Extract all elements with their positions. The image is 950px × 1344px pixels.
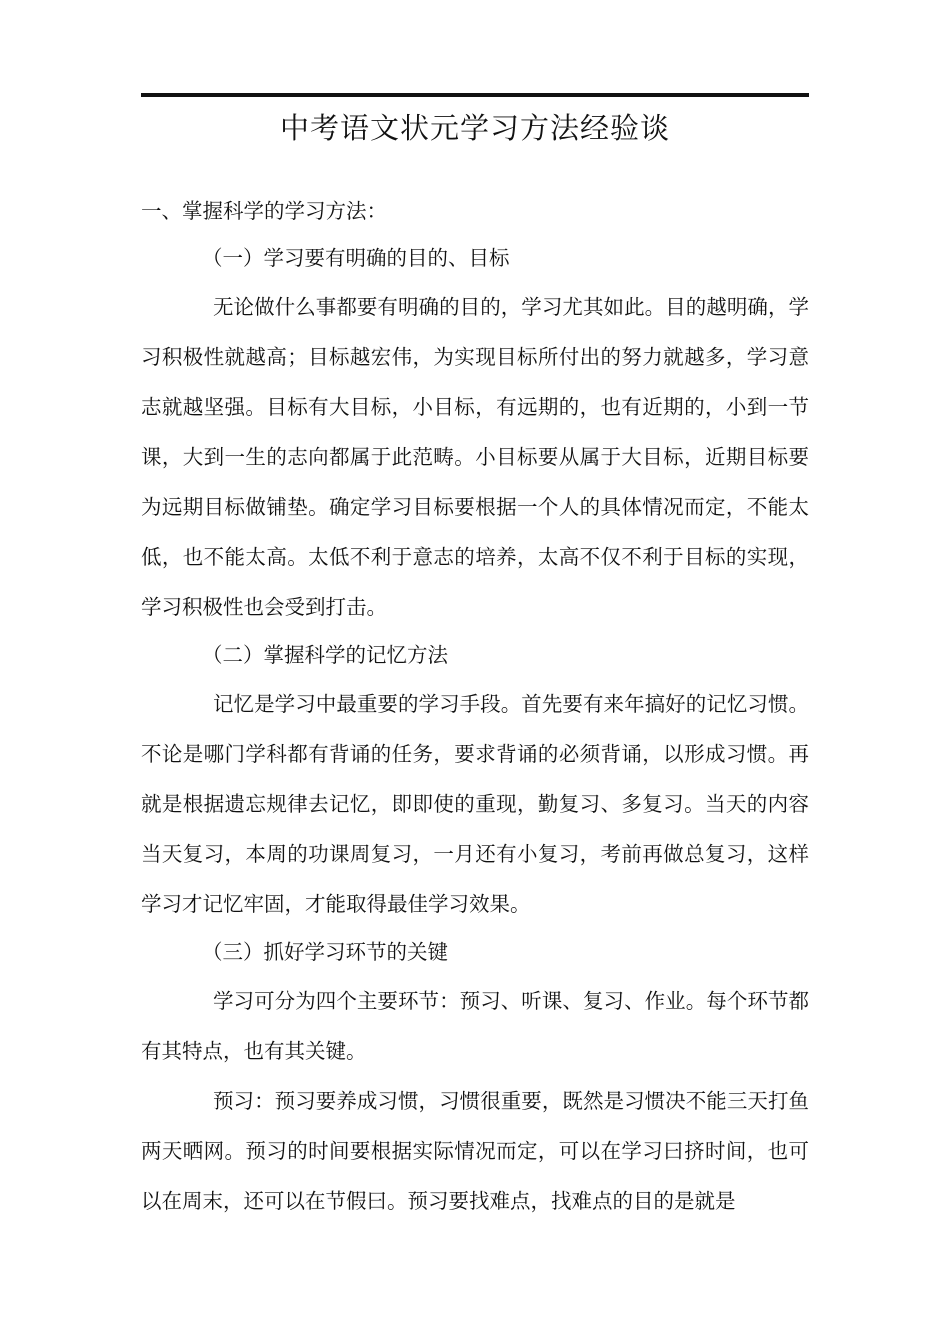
paragraph: 学习可分为四个主要环节：预习、听课、复习、作业。每个环节都有其特点，也有其关键。 <box>141 989 809 1063</box>
header-rule <box>141 93 809 97</box>
subsection-heading: （一）学习要有明确的目的、目标 <box>202 246 510 270</box>
section-heading: 一、掌握科学的学习方法： <box>141 199 387 223</box>
subsection-heading: （三）抓好学习环节的关键 <box>202 940 448 964</box>
document-body <box>141 188 809 1226</box>
document-title: 中考语文状元学习方法经验谈 <box>279 111 670 145</box>
paragraph: 无论做什么事都要有明确的目的，学习尤其如此。目的越明确，学习积极性就越高；目标越宏伟，为实现目标所付出的努力就越多，学习意志就越坚强。目标有大目标，小目标，有远期的，也有近期的，小到一节课，大到一生的志向都属于此范畴。小目标要从属于大目标，近期目标要为远期目标做铺垫。确定学习目标要根据一个人的具体情况而定，不能太低，也不能太高。太低不利于意志的培养，太高不仅不利于目标的实现，学习积极性也会受到打击。 <box>141 295 809 619</box>
subsection-heading: （二）掌握科学的记忆方法 <box>202 643 448 667</box>
paragraph: 记忆是学习中最重要的学习手段。首先要有来年搞好的记忆习惯。不论是哪门学科都有背诵的任务，要求背诵的必须背诵，以形成习惯。再就是根据遗忘规律去记忆，即即使的重现，勤复习、多复习。当天的内容当天复习，本周的功课周复习，一月还有小复习，考前再做总复习，这样学习才记忆牢固，才能取得最佳学习效果。 <box>141 692 809 916</box>
paragraph: 预习：预习要养成习惯，习惯很重要，既然是习惯决不能三天打鱼两天晒网。预习的时间要根据实际情况而定，可以在学习曰挤时间，也可以在周末，还可以在节假曰。预习要找难点，找难点的目的是就是 <box>141 1089 809 1213</box>
